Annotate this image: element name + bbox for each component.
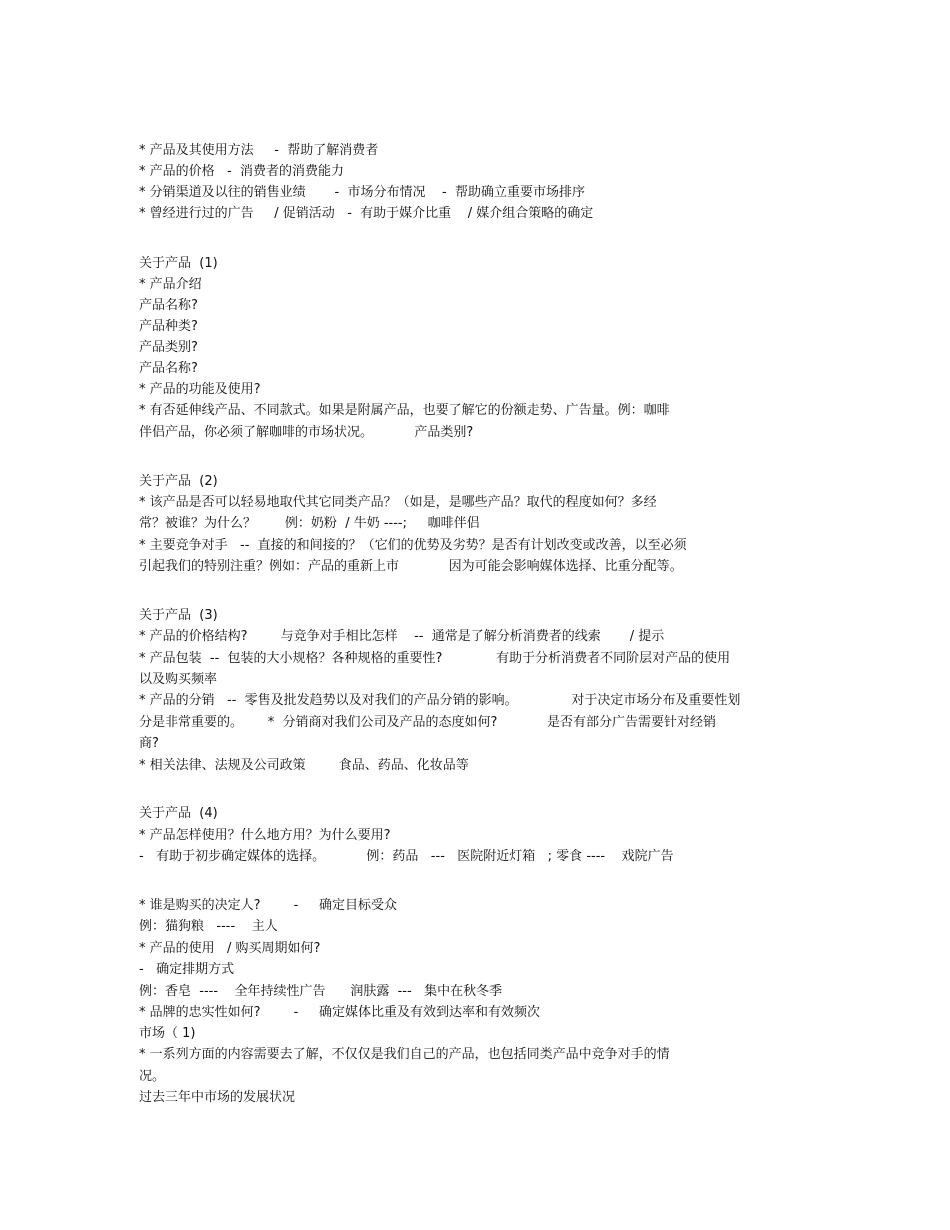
text-line: 产品名称?	[139, 361, 198, 376]
text-line: - 确定排期方式	[139, 962, 235, 977]
text-line: * 该产品是否可以轻易地取代其它同类产品？（如是，是哪些产品？取代的程度如何？多经	[139, 495, 657, 510]
text-line: 例：香皂 ---- 全年持续性广告 润肤露 --- 集中在秋冬季	[139, 984, 503, 999]
text-line: * 相关法律、法规及公司政策 食品、药品、化妆品等	[139, 758, 469, 773]
text-line: * 有否延伸线产品、不同款式。如果是附属产品，也要了解它的份额走势、广告量。例：咖啡	[139, 403, 670, 418]
text-line: 以及购买频率	[139, 672, 218, 687]
text-line: 分是非常重要的。 * 分销商对我们公司及产品的态度如何? 是否有部分广告需要针对经销	[139, 715, 717, 730]
text-line: * 产品的价格结构? 与竞争对手相比怎样 -- 通常是了解分析消费者的线索 / 提示	[139, 629, 665, 644]
section-heading: 关于产品 (4)	[139, 806, 218, 821]
section-heading: 市场（ 1)	[139, 1026, 196, 1041]
text-line: - 有助于初步确定媒体的选择。 例：药品 --- 医院附近灯箱 ; 零食 ---- 戏院广告	[139, 849, 674, 864]
text-line: * 产品的价格 - 消费者的消费能力	[139, 164, 344, 179]
text-line: * 产品及其使用方法 - 帮助了解消费者	[139, 143, 379, 158]
text-line: 况。	[139, 1069, 166, 1084]
text-line: 产品类别?	[139, 340, 198, 355]
text-line: 产品名称?	[139, 298, 198, 313]
text-line: 常？被谁？为什么？ 例：奶粉 / 牛奶 ----; 咖啡伴侣	[139, 516, 480, 531]
text-line: 过去三年中市场的发展状况	[139, 1090, 296, 1105]
text-line: * 谁是购买的决定人? - 确定目标受众	[139, 898, 397, 913]
text-line: * 产品的使用 / 购买周期如何?	[139, 941, 321, 956]
section-heading: 关于产品 (2)	[139, 474, 218, 489]
text-line: * 产品介绍	[139, 277, 202, 292]
text-line: * 产品包装 -- 包装的大小规格？各种规格的重要性? 有助于分析消费者不同阶层对产品的使用	[139, 651, 731, 666]
text-line: 伴侣产品，你必须了解咖啡的市场状况。 产品类别?	[139, 425, 474, 440]
section-heading: 关于产品 (3)	[139, 608, 218, 623]
text-line: * 一系列方面的内容需要去了解，不仅仅是我们自己的产品，也包括同类产品中竞争对手的情	[139, 1047, 670, 1062]
text-line: 例：猫狗粮 ---- 主人	[139, 919, 278, 934]
text-line: 产品种类?	[139, 319, 198, 334]
text-line: 引起我们的特别注重？例如：产品的重新上市 因为可能会影响媒体选择、比重分配等。	[139, 559, 683, 574]
text-line: * 品牌的忠实性如何? - 确定媒体比重及有效到达率和有效频次	[139, 1005, 540, 1020]
text-line: * 曾经进行过的广告 / 促销活动 - 有助于媒介比重 / 媒介组合策略的确定	[139, 206, 594, 221]
text-line: * 产品的分销 -- 零售及批发趋势以及对我们的产品分销的影响。 对于决定市场分布及重要性划	[139, 693, 741, 708]
text-line: * 分销渠道及以往的销售业绩 - 市场分布情况 - 帮助确立重要市场排序	[139, 185, 585, 200]
text-line: * 产品怎样使用？什么地方用？为什么要用?	[139, 828, 391, 843]
text-line: * 主要竞争对手 -- 直接的和间接的？（它们的优势及劣势？是否有计划改变或改善，以至必须	[139, 538, 687, 553]
text-line: * 产品的功能及使用?	[139, 382, 261, 397]
section-heading: 关于产品 (1)	[139, 256, 218, 271]
text-line: 商?	[139, 736, 159, 751]
